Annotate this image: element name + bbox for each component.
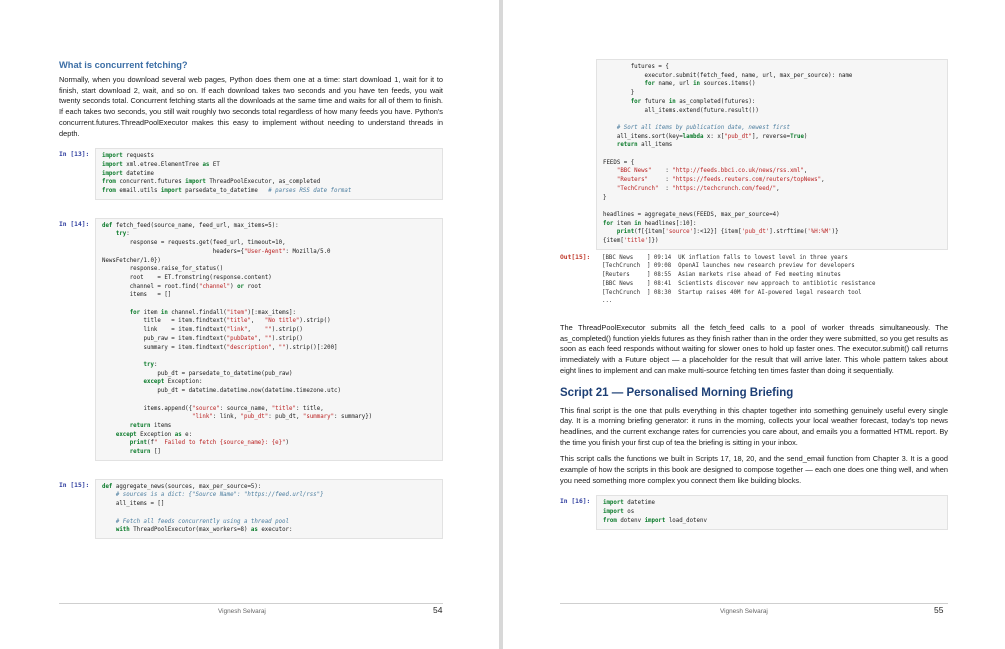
output-block: [BBC News ] 09:14 UK inflation falls to lowest level in three years [TechCrunch ] 09:08 OpenAI launches new research preview for developers [Reuters ] 08:55 Asian markets rise ahead of Fed meeting minutes [BBC News ] 08:41 Scientists discover new approach to antibiotic resistance [TechCrunch ] 08:30 Startup raises 40M for AI-powered legal research tool ... — [596, 251, 948, 309]
code-block: import datetime import os from dotenv import load_dotenv — [596, 495, 948, 529]
output-cell-15 — [560, 251, 948, 309]
cell-prompt: In [16]: — [560, 498, 591, 506]
code-cell-16 — [560, 495, 948, 529]
section-title: What is concurrent fetching? — [59, 60, 188, 70]
cell-prompt: In [15]: — [59, 481, 90, 489]
footer-rule — [59, 603, 443, 604]
left-page-content — [59, 60, 443, 539]
code-cell-13 — [59, 148, 443, 200]
right-page-content — [560, 59, 948, 530]
explanation-paragraph: The ThreadPoolExecutor submits all the fetch_feed calls to a pool of worker threads simultaneously. The as_completed() function yields futures as they finish rather than in the order they were submitted, so you get results as soon as each feed responds without waiting for slower ones to hold up faster ones. The executor.submit() call returns immediately with a Future object — a placeholder for the result that will arrive later. This whole pattern takes about eight lines to implement and can make multi-source fetching ten times faster than doing it sequentially. — [560, 322, 948, 375]
intro-paragraph: Normally, when you download several web pages, Python does them one at a time: start download 1, wait for it to finish, start download 2, wait, and so on. If each download takes two seconds and you have ten feeds, you wait twenty seconds total. Concurrent fetching starts all the downloads at the same time and waits for all of them to finish. If each takes two seconds, you still wait roughly two seconds total regardless of how many feeds you have. Python's concurrent.futures.ThreadPoolExecutor makes this easy to implement without needing to understand threads in depth. — [59, 75, 443, 138]
code-block: def aggregate_news(sources, max_per_source=5): # sources is a dict: {"Source Name": "https://feed.url/rss"} all_items = [] # Fetch all feeds concurrently using a thread pool with ThreadPoolExecutor(max_workers=8) as executor: — [95, 479, 443, 539]
code-block: import requests import xml.etree.ElementTree as ET import datetime from concurrent.futures import ThreadPoolExecutor, as_completed from email.utils import parsedate_to_datetime # parses RSS date format — [95, 148, 443, 200]
footer-rule — [560, 603, 948, 604]
code-block: def fetch_feed(source_name, feed_url, max_items=5): try: response = requests.get(feed_url, timeout=10, headers={"User-Agent": Mozilla/5.0 NewsFetcher/1.0}) response.raise_for_status() root = ET.fromstring(response.content) channel = root.find("channel") or root items = [] for item in channel.findall("item")[:max_items]: title = item.findtext("title", "No title").strip() link = item.findtext("link", "").strip() pub_raw = item.findtext("pubDate", "").strip() summary = item.findtext("description", "").strip()[:200] try: pub_dt = parsedate_to_datetime(pub_raw) except Exception: pub_dt = datetime.datetime.now(datetime.timezone.utc) items.append({"source": source_name, "title": title, "link": link, "pub_dt": pub_dt, "summary": summary}) return items except Exception as e: print(f" Failed to fetch {source_name}: {e}") return [] — [95, 218, 443, 461]
footer-author: Vignesh Selvaraj — [218, 608, 266, 615]
script-intro-paragraph: This final script is the one that pulls everything in this chapter together into something genuinely useful every single day. It is a morning briefing generator: it runs in the morning, collects your local weather forecast, today's top news headlines, and the current exchange rates for currencies you care about, and emails you a formatted HTML report. By the time you finish your first cup of tea the briefing is sitting in your inbox. — [560, 405, 948, 447]
output-prompt: Out[15]: — [560, 253, 591, 261]
cell-prompt — [560, 59, 596, 62]
code-cell-14 — [59, 218, 443, 461]
left-page — [0, 0, 499, 649]
script-title: Script 21 — Personalised Morning Briefing — [560, 386, 794, 399]
code-block: futures = { executor.submit(fetch_feed, name, url, max_per_source): name for name, url in sources.items() } for future in as_completed(futures): all_items.extend(future.result()) # Sort all items by publication date, newest first all_items.sort(key=lambda x: x["pub_dt"], reverse=True) return all_items FEEDS = { "BBC News" : "http://feeds.bbci.co.uk/news/rss.xml", "Reuters" : "https://feeds.reuters.com/reuters/topNews", "TechCrunch" : "https://techcrunch.com/feed/", } headlines = aggregate_news(FEEDS, max_per_source=4) for item in headlines[:10]: print(f[{item['source']:<12}] {item['pub_dt'].strftime('%H:%M')} {item['title']}) — [596, 59, 948, 250]
cell-prompt: In [14]: — [59, 220, 90, 228]
page-number: 54 — [433, 605, 443, 615]
code-cell-15-continued — [560, 59, 948, 250]
right-page — [503, 0, 1005, 649]
code-cell-15 — [59, 479, 443, 539]
script-detail-paragraph: This script calls the functions we built in Scripts 17, 18, 20, and the send_email function from Chapter 3. It is a good example of how the scripts in this book are designed to compose together — each one does one thing well, and when you need something more complex you connect them like building blocks. — [560, 454, 948, 485]
footer-author: Vignesh Selvaraj — [720, 608, 768, 615]
page-number: 55 — [934, 605, 944, 615]
cell-prompt: In [13]: — [59, 151, 90, 159]
